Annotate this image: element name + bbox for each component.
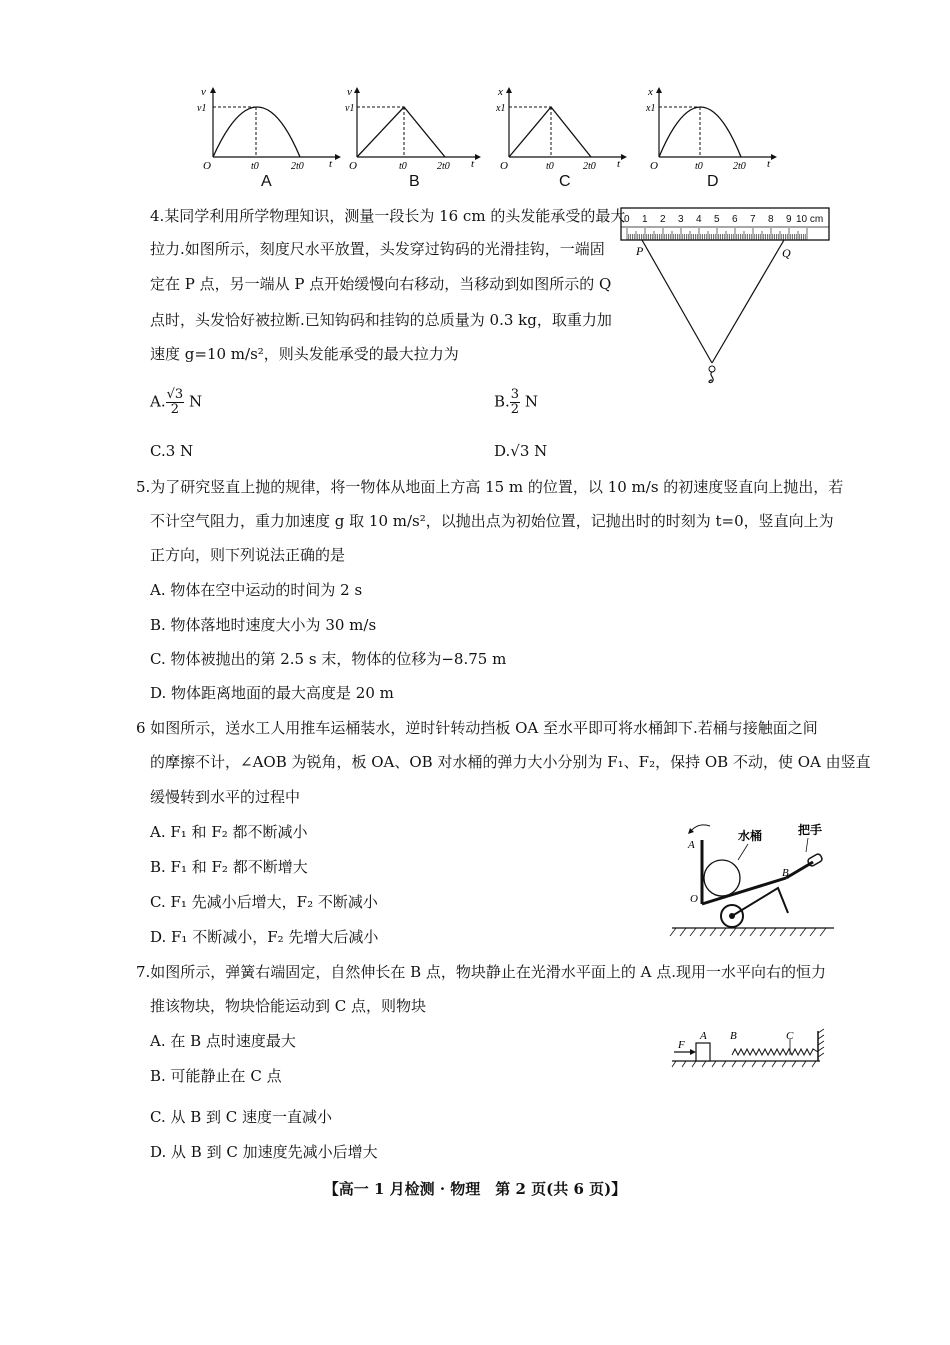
q4-line-1: 4.某同学利用所学物理知识，测量一段长为 16 cm 的头发能承受的最大 bbox=[150, 207, 626, 225]
q7-option-a: A. 在 B 点时速度最大 bbox=[150, 1032, 296, 1050]
svg-text:t0: t0 bbox=[251, 161, 259, 170]
svg-text:4: 4 bbox=[696, 214, 702, 225]
q4-option-a: A. $\frac{√3}{2}$ N bbox=[150, 387, 203, 417]
svg-text:v1: v1 bbox=[197, 103, 207, 114]
graph-d-label: D bbox=[707, 173, 719, 190]
q4-option-d: D.√3 N bbox=[494, 442, 548, 460]
q4-option-b: B. $\frac{3}{2}$ N bbox=[494, 387, 538, 417]
graph-b-label: B bbox=[409, 173, 420, 190]
svg-text:O: O bbox=[203, 160, 211, 170]
cart-figure bbox=[668, 818, 838, 940]
q6-line-3: 缓慢转到水平的过程中 bbox=[150, 788, 301, 806]
q7-option-c: C. 从 B 到 C 速度一直减小 bbox=[150, 1108, 333, 1126]
q4-line-3: 定在 P 点，另一端从 P 点开始缓慢向右移动，当移动到如图所示的 Q bbox=[150, 275, 612, 293]
q6-option-a: A. F₁ 和 F₂ 都不断减小 bbox=[150, 823, 308, 841]
spring-diagram bbox=[668, 1025, 828, 1073]
svg-text:v1: v1 bbox=[345, 103, 355, 114]
svg-text:v: v bbox=[347, 86, 352, 98]
q5-line-3: 正方向，则下列说法正确的是 bbox=[150, 546, 346, 564]
svg-text:x1: x1 bbox=[496, 103, 506, 114]
graph-c-label: C bbox=[559, 173, 571, 190]
graph-a-label: A bbox=[261, 173, 272, 190]
q5-line-2: 不计空气阻力，重力加速度 g 取 10 m/s²，以抛出点为初始位置，记抛出时的时刻为 t=0，竖直向上为 bbox=[150, 512, 834, 530]
q6-line-2: 的摩擦不计，∠AOB 为锐角，板 OA、OB 对水桶的弹力大小分别为 F₁、F₂，保持 OB 不动，使 OA 由竖直 bbox=[150, 753, 871, 771]
svg-text:9: 9 bbox=[786, 214, 792, 225]
q6-option-c: C. F₁ 先减小后增大，F₂ 不断减小 bbox=[150, 893, 378, 911]
svg-text:2t0: 2t0 bbox=[583, 161, 596, 170]
q5-option-b: B. 物体落地时速度大小为 30 m/s bbox=[150, 616, 377, 634]
svg-text:1: 1 bbox=[642, 214, 648, 225]
svg-text:10 cm: 10 cm bbox=[796, 214, 824, 225]
q7-line-1: 7.如图所示，弹簧右端固定，自然伸长在 B 点，物块静止在光滑水平面上的 A 点.现用一水平向右的恒力 bbox=[136, 963, 827, 981]
q7-option-d: D. 从 B 到 C 加速度先减小后增大 bbox=[150, 1143, 378, 1161]
axis-label-y: v bbox=[201, 86, 206, 98]
svg-text:C: C bbox=[786, 1030, 794, 1042]
svg-text:t: t bbox=[329, 158, 333, 170]
svg-text:t0: t0 bbox=[399, 161, 407, 170]
svg-text:A: A bbox=[700, 1030, 707, 1042]
svg-text:x1: x1 bbox=[646, 103, 656, 114]
svg-text:2t0: 2t0 bbox=[291, 161, 304, 170]
q6-option-d: D. F₁ 不断减小，F₂ 先增大后减小 bbox=[150, 928, 379, 946]
svg-text:x: x bbox=[498, 86, 503, 98]
svg-text:t0: t0 bbox=[695, 161, 703, 170]
graph-d-plot bbox=[645, 85, 795, 170]
svg-text:F: F bbox=[678, 1039, 685, 1051]
svg-text:8: 8 bbox=[768, 214, 774, 225]
graph-c-plot bbox=[495, 85, 645, 170]
svg-text:2t0: 2t0 bbox=[437, 161, 450, 170]
q6-line-1: 6 如图所示，送水工人用推车运桶装水，逆时针转动挡板 OA 至水平即可将水桶卸下.若桶与接触面之间 bbox=[136, 719, 818, 737]
q5-option-d: D. 物体距离地面的最大高度是 20 m bbox=[150, 684, 394, 702]
q4-option-c: C.3 N bbox=[150, 442, 194, 460]
svg-text:O: O bbox=[690, 893, 698, 905]
graph-a-plot bbox=[195, 85, 345, 170]
ruler-diagram bbox=[618, 205, 833, 390]
svg-text:A: A bbox=[688, 839, 695, 851]
svg-text:7: 7 bbox=[750, 214, 756, 225]
svg-text:O: O bbox=[500, 160, 508, 170]
page-footer: 【高一 1 月检测 · 物理 第 2 页(共 6 页)】 bbox=[323, 1180, 627, 1198]
svg-text:2t0: 2t0 bbox=[733, 161, 746, 170]
q4-line-5: 速度 g=10 m/s²，则头发能承受的最大拉力为 bbox=[150, 345, 459, 363]
handle-label: 把手 bbox=[798, 823, 823, 837]
bucket-label: 水桶 bbox=[738, 829, 763, 843]
q6-option-b: B. F₁ 和 F₂ 都不断增大 bbox=[150, 858, 308, 876]
q5-option-c: C. 物体被抛出的第 2.5 s 末，物体的位移为−8.75 m bbox=[150, 650, 507, 668]
point-p-label: P bbox=[636, 244, 644, 258]
q4-line-4: 点时，头发恰好被拉断.已知钩码和挂钩的总质量为 0.3 kg，取重力加 bbox=[150, 311, 612, 329]
spring-figure bbox=[668, 1025, 828, 1073]
graph-b bbox=[345, 85, 495, 195]
svg-text:O: O bbox=[349, 160, 357, 170]
graph-c bbox=[495, 85, 645, 195]
svg-text:x: x bbox=[648, 86, 653, 98]
q5-option-a: A. 物体在空中运动的时间为 2 s bbox=[150, 581, 363, 599]
q7-line-2: 推该物块，物块恰能运动到 C 点，则物块 bbox=[150, 997, 427, 1015]
graph-b-plot bbox=[345, 85, 495, 170]
svg-text:B: B bbox=[782, 867, 789, 879]
q5-line-1: 5.为了研究竖直上抛的规律，将一物体从地面上方高 15 m 的位置，以 10 m/s 的初速度竖直向上抛出，若 bbox=[136, 478, 844, 496]
graph-a bbox=[195, 85, 345, 195]
svg-text:t: t bbox=[471, 158, 475, 170]
svg-text:5: 5 bbox=[714, 214, 720, 225]
point-q-label: Q bbox=[782, 246, 791, 260]
cart-diagram bbox=[668, 818, 838, 940]
q4-ruler-figure bbox=[618, 205, 833, 390]
svg-text:t0: t0 bbox=[546, 161, 554, 170]
q4-line-2: 拉力.如图所示，刻度尺水平放置，头发穿过钩码的光滑挂钩，一端固 bbox=[150, 240, 605, 258]
svg-text:3: 3 bbox=[678, 214, 684, 225]
svg-text:6: 6 bbox=[732, 214, 738, 225]
svg-text:t: t bbox=[617, 158, 621, 170]
svg-text:t: t bbox=[767, 158, 771, 170]
svg-text:O: O bbox=[650, 160, 658, 170]
q7-option-b: B. 可能静止在 C 点 bbox=[150, 1067, 282, 1085]
svg-text:B: B bbox=[730, 1030, 737, 1042]
svg-text:2: 2 bbox=[660, 214, 666, 225]
graph-d bbox=[645, 85, 795, 195]
svg-text:0: 0 bbox=[624, 214, 630, 225]
